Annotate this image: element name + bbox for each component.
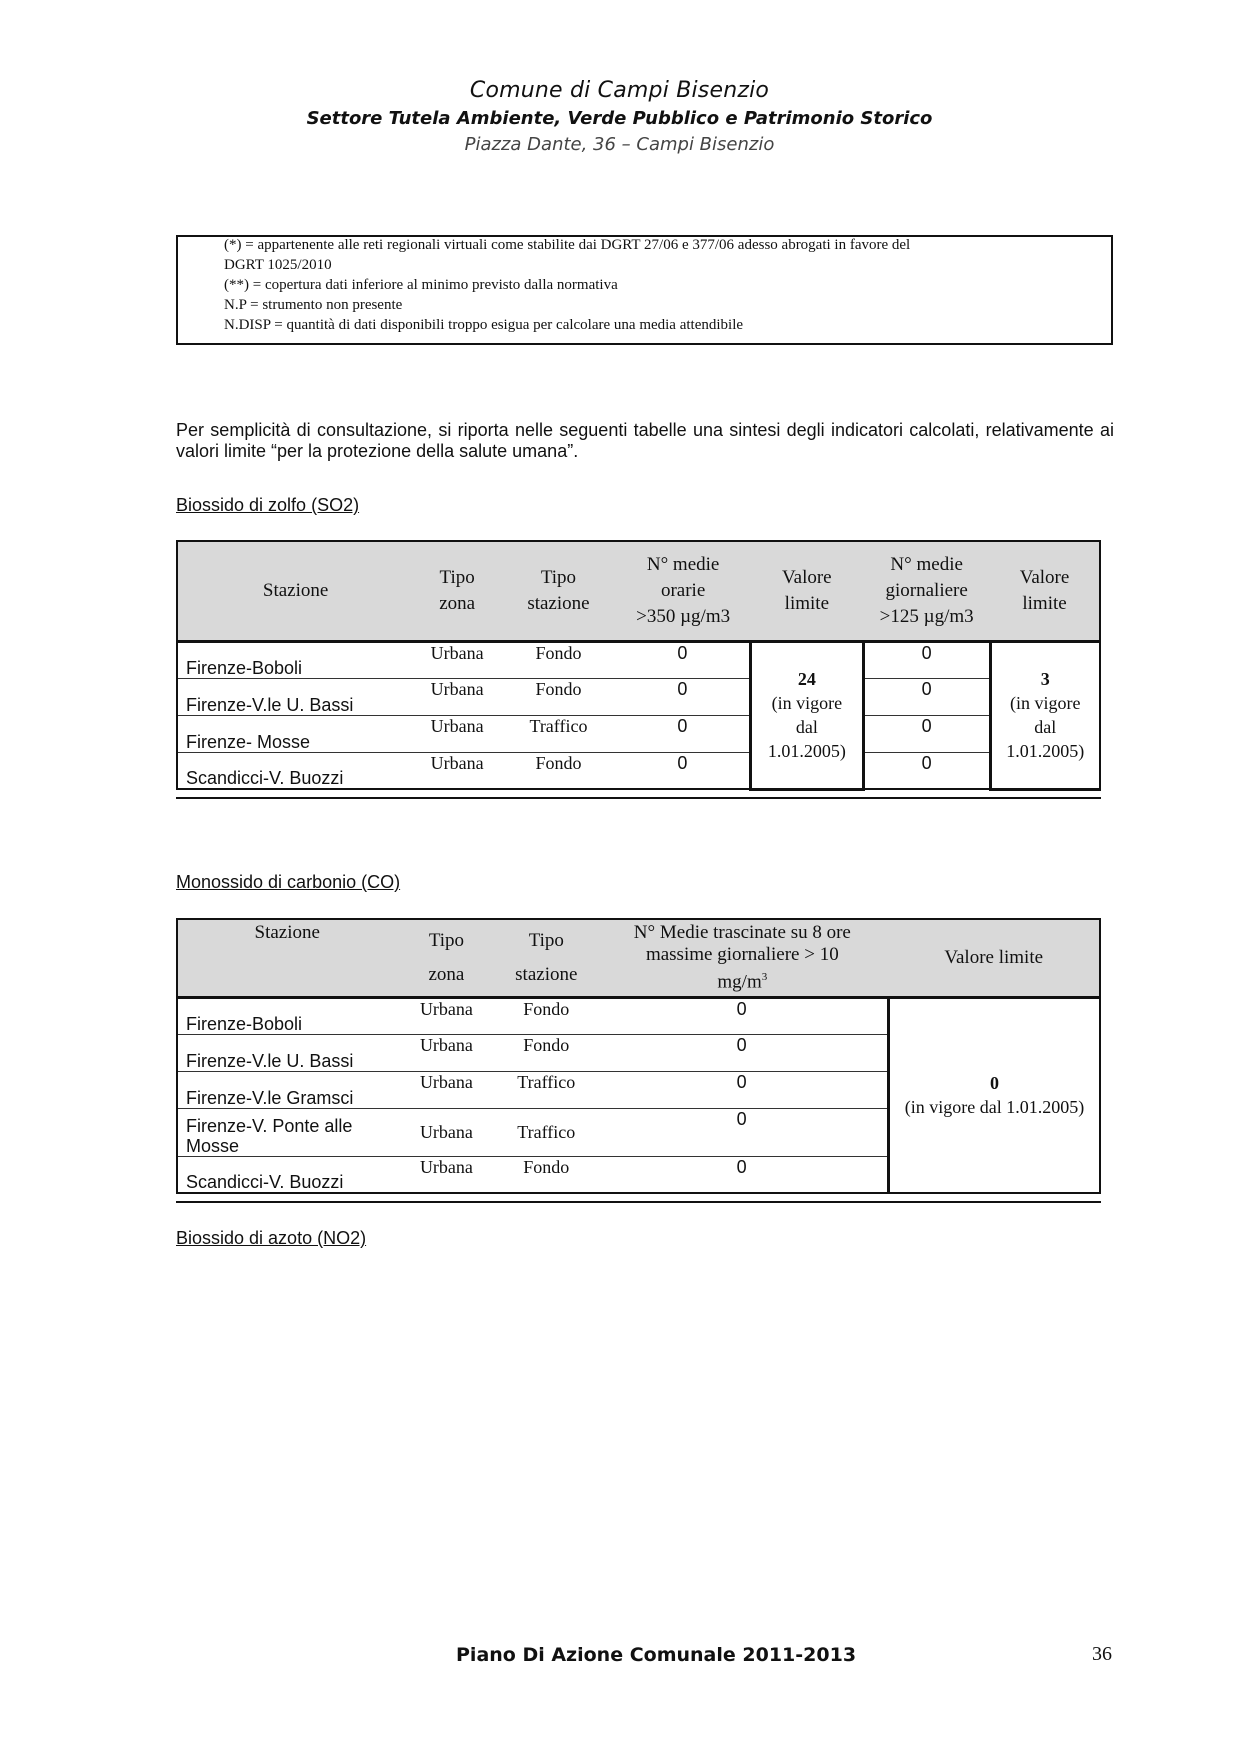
- cell-tipo-stazione: Traffico: [501, 715, 616, 752]
- legend-notes-box: [176, 235, 1113, 345]
- header-medie-trascinate: [596, 919, 888, 997]
- note-line: (**) = copertura dati inferiore al minimo previsto dalla normativa: [224, 277, 618, 293]
- table-row: [177, 641, 1100, 678]
- cell-tipo-zona: Urbana: [413, 752, 501, 789]
- header-label: Tipo: [528, 929, 564, 951]
- cell-tipo-stazione: Traffico: [496, 1108, 596, 1156]
- table-row: [177, 678, 1100, 715]
- header-medie-giornaliere: [863, 541, 990, 641]
- cell-valore-limite: [888, 997, 1100, 1193]
- header-label: Valore limite: [944, 946, 1044, 968]
- header-label: orarie: [660, 579, 706, 601]
- cell-tipo-stazione: Fondo: [501, 752, 616, 789]
- limit-note: dal: [795, 717, 818, 737]
- note-line: DGRT 1025/2010: [224, 257, 332, 273]
- header-label: massime giornaliere > 10: [645, 944, 839, 966]
- cell-tipo-zona: Urbana: [397, 1156, 497, 1193]
- cell-medie-orarie: 0: [616, 641, 751, 678]
- cell-stazione: Firenze-V.le U. Bassi: [177, 1034, 397, 1071]
- cell-valore-limite: [990, 641, 1100, 789]
- header-label: limite: [1022, 592, 1067, 614]
- header-subtitle: Settore Tutela Ambiente, Verde Pubblico e Patrimonio Storico: [306, 108, 933, 129]
- cell-stazione: Firenze-Boboli: [177, 641, 413, 678]
- cell-tipo-zona: Urbana: [397, 1034, 497, 1071]
- header-title: Comune di Campi Bisenzio: [469, 78, 770, 103]
- cell-tipo-stazione: Traffico: [496, 1071, 596, 1108]
- header-label: stazione: [527, 592, 590, 614]
- header-label: Stazione: [262, 579, 329, 601]
- section-title-no2: Biossido di azoto (NO2): [176, 1228, 367, 1248]
- note-line: N.P = strumento non presente: [224, 297, 403, 313]
- note-line: (*) = appartenente alle reti regionali virtuali come stabilite dai DGRT 27/06 e 377/06 adesso abrogati in favore del: [224, 237, 911, 253]
- cell-medie: 0: [596, 997, 888, 1034]
- header-label: zona: [428, 963, 465, 985]
- cell-tipo-stazione: Fondo: [496, 997, 596, 1034]
- header-superscript: 3: [761, 971, 768, 984]
- section-title-so2: Biossido di zolfo (SO2): [176, 495, 360, 515]
- so2-table: [176, 540, 1101, 791]
- header-stazione: [177, 541, 413, 641]
- footer-title: Piano Di Azione Comunale 2011-2013: [456, 1644, 857, 1666]
- cell-tipo-zona: Urbana: [413, 715, 501, 752]
- header-label: N° medie: [646, 553, 720, 575]
- cell-medie-giornaliere: 0: [863, 715, 990, 752]
- header-label: limite: [784, 592, 829, 614]
- cell-tipo-stazione: Fondo: [501, 641, 616, 678]
- header-label: >350 µg/m3: [636, 605, 731, 627]
- cell-tipo-zona: Urbana: [413, 678, 501, 715]
- limit-note: 1.01.2005): [1006, 741, 1085, 761]
- limit-note: (in vigore: [1010, 693, 1081, 713]
- intro-paragraph: Per semplicità di consultazione, si riporta nelle seguenti tabelle una sintesi degli indicatori calcolati, relativamente ai valori limite “per la protezione della salute umana”.: [176, 420, 1114, 461]
- cell-stazione: Firenze-V. Ponte alle Mosse: [177, 1108, 397, 1156]
- header-label: N° Medie trascinate su 8 ore: [633, 922, 851, 944]
- header-label: zona: [439, 592, 476, 614]
- header-label: >125 µg/m3: [879, 605, 974, 627]
- header-label: Tipo: [428, 929, 465, 951]
- header-valore-limite: [750, 541, 863, 641]
- cell-medie-orarie: 0: [616, 752, 751, 789]
- limit-value: 24: [797, 669, 816, 689]
- page-number: 36: [1092, 1643, 1112, 1665]
- co-table: [176, 918, 1101, 1194]
- note-line: N.DISP = quantità di dati disponibili troppo esigua per calcolare una media attendibile: [224, 317, 744, 333]
- limit-note: (in vigore: [771, 693, 843, 713]
- header-label: Tipo: [540, 566, 577, 588]
- header-label: Valore: [1019, 566, 1070, 588]
- table-header-row: [177, 919, 1100, 997]
- cell-medie-giornaliere: 0: [863, 752, 990, 789]
- header-tipo-zona: [397, 919, 497, 997]
- header-label: N° medie: [890, 553, 963, 575]
- limit-note: 1.01.2005): [767, 741, 846, 761]
- cell-medie: 0: [596, 1108, 888, 1156]
- header-tipo-zona: [413, 541, 501, 641]
- cell-stazione: Firenze-V.le Gramsci: [177, 1071, 397, 1108]
- header-tipo-stazione: [496, 919, 596, 997]
- header-address: Piazza Dante, 36 – Campi Bisenzio: [464, 134, 775, 155]
- cell-stazione: Firenze-Boboli: [177, 997, 397, 1034]
- header-label: mg/m: [717, 971, 762, 993]
- cell-medie: 0: [596, 1156, 888, 1193]
- cell-medie-giornaliere: 0: [863, 641, 990, 678]
- cell-stazione: Scandicci-V. Buozzi: [177, 1156, 397, 1193]
- cell-medie: 0: [596, 1071, 888, 1108]
- cell-medie-orarie: 0: [616, 715, 751, 752]
- header-label: Tipo: [439, 566, 475, 588]
- cell-tipo-zona: Urbana: [397, 997, 497, 1034]
- cell-stazione: Scandicci-V. Buozzi: [177, 752, 413, 789]
- table-bottom-rule: [176, 797, 1101, 799]
- limit-value: 3: [1040, 669, 1050, 689]
- table-bottom-rule: [176, 1201, 1101, 1203]
- cell-stazione: Firenze- Mosse: [177, 715, 413, 752]
- table-row: [177, 752, 1100, 789]
- header-tipo-stazione: [501, 541, 616, 641]
- limit-note: dal: [1034, 717, 1057, 737]
- cell-tipo-zona: Urbana: [397, 1071, 497, 1108]
- cell-valore-limite: [750, 641, 863, 789]
- header-label: stazione: [515, 963, 578, 985]
- limit-note: (in vigore dal 1.01.2005): [904, 1097, 1085, 1118]
- cell-tipo-zona: Urbana: [413, 641, 501, 678]
- header-label: giornaliere: [885, 579, 968, 601]
- table-row: [177, 715, 1100, 752]
- header-valore-limite: [990, 541, 1100, 641]
- cell-medie-giornaliere: 0: [863, 678, 990, 715]
- table-row: [177, 997, 1100, 1034]
- table-header-row: [177, 541, 1100, 641]
- header-medie-orarie: [616, 541, 751, 641]
- cell-stazione: Firenze-V.le U. Bassi: [177, 678, 413, 715]
- header-stazione: [177, 919, 397, 997]
- cell-tipo-stazione: Fondo: [496, 1156, 596, 1193]
- header-label: Stazione: [254, 922, 320, 943]
- cell-tipo-stazione: Fondo: [496, 1034, 596, 1071]
- limit-value: 0: [989, 1073, 999, 1094]
- cell-medie-orarie: 0: [616, 678, 751, 715]
- cell-tipo-stazione: Fondo: [501, 678, 616, 715]
- header-label: Valore: [782, 566, 832, 588]
- cell-medie: 0: [596, 1034, 888, 1071]
- section-title-co: Monossido di carbonio (CO): [176, 872, 401, 892]
- cell-tipo-zona: Urbana: [397, 1108, 497, 1156]
- header-valore-limite: [888, 919, 1100, 997]
